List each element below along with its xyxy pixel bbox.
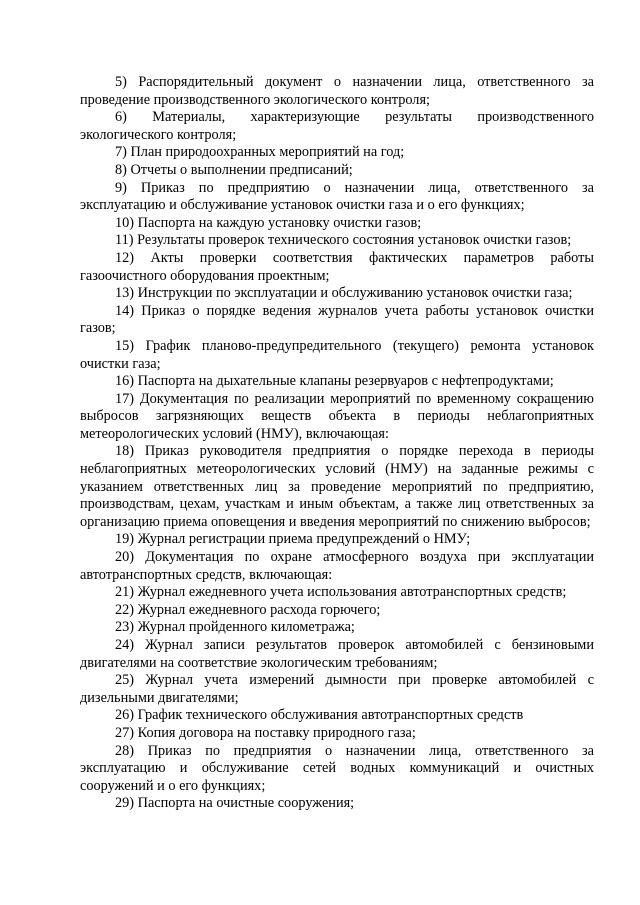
document-body (80, 74, 594, 813)
list-item: 14) Приказ о порядке ведения журналов учета работы установок очистки газов; (80, 302, 594, 337)
list-item: 29) Паспорта на очистные сооружения; (115, 795, 355, 812)
list-item: 24) Журнал записи результатов проверок автомобилей с бензиновыми двигателями на соответствие экологическим требованиям; (80, 637, 594, 671)
list-item: 16) Паспорта на дыхательные клапаны резервуаров с нефтепродуктами; (115, 373, 554, 390)
list-item: 15) График планово-предупредительного (текущего) ремонта установок очистки газа; (80, 337, 594, 372)
list-item: 28) Приказ по предприятия о назначении лица, ответственного за эксплуатацию и обслуживание сетей водных коммуникаций и очистных сооружений и о его функциях; (80, 742, 594, 794)
list-item: 10) Паспорта на каждую установку очистки газов; (115, 214, 422, 231)
list-item: 8) Отчеты о выполнении предписаний; (115, 161, 353, 178)
list-item: 23) Журнал пройденного километража; (115, 619, 355, 636)
list-item: 6) Материалы, характеризующие результаты производственного экологического контроля; (80, 109, 594, 143)
list-item: 13) Инструкции по эксплуатации и обслуживанию установок очистки газа; (115, 285, 573, 302)
list-item: 9) Приказ по предприятию о назначении лица, ответственного за эксплуатацию и обслуживание установок очистки газа и о его функциях; (80, 179, 594, 214)
list-item: 26) График технического обслуживания автотранспортных средств (115, 707, 524, 724)
list-item: 20) Документация по охране атмосферного воздуха при эксплуатации автотранспортных средств, включающая: (80, 549, 594, 583)
list-item: 21) Журнал ежедневного учета использования автотранспортных средств; (115, 584, 567, 601)
list-item: 27) Копия договора на поставку природного газа; (115, 724, 416, 741)
list-item: 11) Результаты проверок технического состояния установок очистки газов; (115, 232, 572, 249)
list-item: 22) Журнал ежедневного расхода горючего; (115, 601, 381, 618)
list-item: 19) Журнал регистрации приема предупреждений о НМУ; (115, 531, 471, 548)
list-item: 25) Журнал учета измерений дымности при проверке автомобилей с дизельными двигателями; (80, 672, 594, 706)
list-item: 12) Акты проверки соответствия фактических параметров работы газоочистного оборудования проектным; (80, 249, 594, 284)
list-item: 5) Распорядительный документ о назначении лица, ответственного за проведение производственного экологического контроля; (80, 74, 594, 108)
list-item: 17) Документация по реализации мероприятий по временному сокращению выбросов загрязняющих веществ объекта в периоды неблагоприятных метеорологических условий (НМУ), включающая: (80, 390, 594, 442)
list-item: 7) План природоохранных мероприятий на год; (115, 144, 405, 161)
list-item: 18) Приказ руководителя предприятия о порядке перехода в периоды неблагоприятных метеорологических условий (НМУ) на заданные режимы с указанием ответственных лиц за проведение мероприятий по предприятию, производствам, цехам, участкам и иным объектам, а также лиц ответственных за организацию приема оповещения и введения мероприятий по снижению выбросов; (80, 443, 594, 530)
